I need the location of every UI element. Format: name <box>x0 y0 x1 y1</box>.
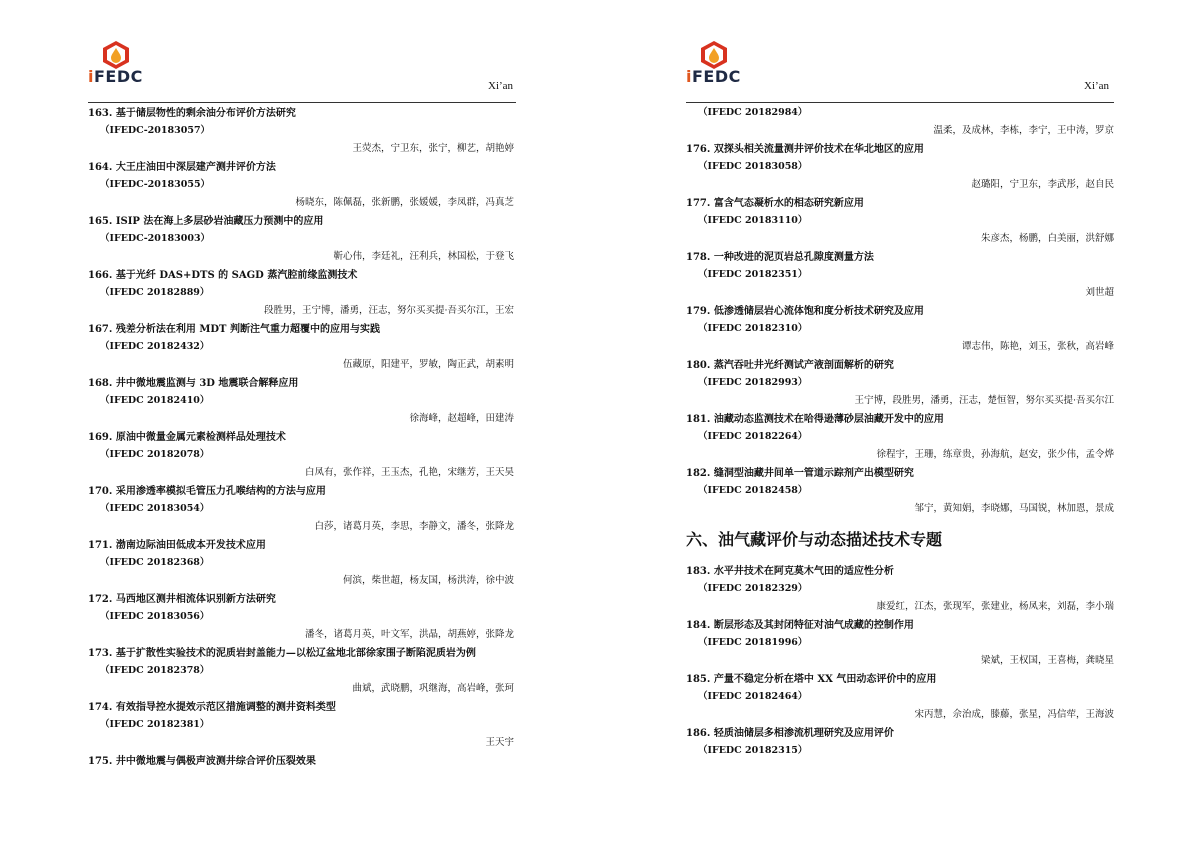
paper-entry <box>88 104 514 158</box>
paper-entry <box>88 374 514 428</box>
header-city: Xi’an <box>1084 80 1110 92</box>
paper-title: 176. 双探头相关流量测井评价技术在华北地区的应用 <box>686 144 924 155</box>
paper-title: 186. 轻质油储层多相渗流机理研究及应用评价 <box>686 728 894 739</box>
paper-entry <box>686 464 1114 518</box>
paper-title: 167. 残差分析法在利用 MDT 判断注气重力超覆中的应用与实践 <box>88 324 380 335</box>
paper-code: （IFEDC 20181996） <box>698 637 808 648</box>
paper-code: （IFEDC 20182264） <box>698 431 808 442</box>
paper-entry <box>686 562 1114 616</box>
paper-code: （IFEDC 20182381） <box>100 719 210 730</box>
paper-code: （IFEDC 20183058） <box>698 161 808 172</box>
paper-authors: 段胜男，王宁博，潘勇，汪志，努尔买买提·吾买尔江，王宏 <box>263 305 514 316</box>
paper-authors: 潘冬，诸葛月英，叶文军，洪晶，胡燕婷，张降龙 <box>304 629 514 640</box>
paper-title: 166. 基于光纤 DAS+DTS 的 SAGD 蒸汽腔前缘监测技术 <box>88 270 358 281</box>
paper-entry <box>88 320 514 374</box>
paper-entry <box>88 158 514 212</box>
header-rule <box>686 102 1114 103</box>
paper-code: （IFEDC 20183054） <box>100 503 210 514</box>
paper-code: （IFEDC 20182984） <box>698 107 808 118</box>
paper-title: 171. 渤南边际油田低成本开发技术应用 <box>88 540 266 551</box>
paper-authors: 伍藏原，阳建平，罗敏，陶正武，胡素明 <box>342 359 514 370</box>
ifedc-logo: iFEDC <box>684 40 744 92</box>
header-rule <box>88 102 516 103</box>
paper-authors: 何滨，柴世超，杨友国，杨洪涛，徐中波 <box>342 575 514 586</box>
paper-title: 185. 产量不稳定分析在塔中 XX 气田动态评价中的应用 <box>686 674 937 685</box>
paper-title: 165. ISIP 法在海上多层砂岩油藏压力预测中的应用 <box>88 216 324 227</box>
paper-authors: 王天宇 <box>485 737 514 748</box>
ifedc-logo: iFEDC <box>86 40 146 92</box>
paper-title: 183. 水平井技术在阿克莫木气田的适应性分析 <box>686 566 894 577</box>
paper-entry <box>88 266 514 320</box>
paper-code: （IFEDC 20182464） <box>698 691 808 702</box>
paper-title: 172. 马西地区测井相流体识别新方法研究 <box>88 594 276 605</box>
paper-title: 178. 一种改进的泥页岩总孔隙度测量方法 <box>686 252 874 263</box>
paper-title: 180. 蒸汽吞吐井光纤测试产液剖面解析的研究 <box>686 360 894 371</box>
paper-entry <box>686 140 1114 194</box>
paper-code: （IFEDC 20182889） <box>100 287 210 298</box>
paper-entry <box>686 302 1114 356</box>
header-city: Xi’an <box>488 80 514 92</box>
paper-entry <box>686 724 1114 760</box>
paper-authors: 朱彦杰，杨鹏，白美丽，洪舒娜 <box>980 233 1114 244</box>
paper-authors: 白莎，诸葛月英，李思，李静文，潘冬，张降龙 <box>314 521 514 532</box>
paper-code: （IFEDC 20182329） <box>698 583 808 594</box>
paper-code: （IFEDC-20183057） <box>100 125 211 136</box>
paper-authors: 徐海峰，赵超峰，田建涛 <box>409 413 514 424</box>
right-content <box>686 104 1114 760</box>
paper-code: （IFEDC-20183003） <box>100 233 211 244</box>
paper-authors: 康爱红，江杰，张现军，张建业，杨凤来，刘磊，李小瑞 <box>876 601 1114 612</box>
left-content <box>88 104 514 770</box>
paper-code: （IFEDC 20182351） <box>698 269 808 280</box>
paper-entry <box>686 356 1114 410</box>
paper-title: 174. 有效指导控水提效示范区措施调整的测井资料类型 <box>88 702 336 713</box>
paper-code: （IFEDC 20182315） <box>698 745 808 756</box>
paper-title: 173. 基于扩散性实验技术的泥质岩封盖能力—以松辽盆地北部徐家围子断陷泥质岩为例 <box>88 648 476 659</box>
paper-authors: 杨晓东，陈佩磊，张新鹏，张媛媛，李凤群，冯真芝 <box>295 197 514 208</box>
paper-authors: 梁斌，王权国，王喜梅，龚晓星 <box>980 655 1114 666</box>
paper-entry <box>686 670 1114 724</box>
paper-code: （IFEDC 20182458） <box>698 485 808 496</box>
paper-title: 169. 原油中微量金属元素检测样品处理技术 <box>88 432 286 443</box>
section-heading: 六、油气藏评价与动态描述技术专题 <box>686 530 943 549</box>
paper-entry <box>88 482 514 536</box>
paper-authors: 靳心伟，李廷礼，汪利兵，林国松，于登飞 <box>333 251 514 262</box>
paper-authors: 宋丙慧，佘治成，滕藤，张星，冯信荦，王海波 <box>914 709 1114 720</box>
paper-authors: 刘世超 <box>1085 287 1114 298</box>
paper-authors: 温柔，及成林，李栋，李宁，王中涛，罗京 <box>933 125 1114 136</box>
paper-authors: 徐程宇，王珊，练章贵，孙海航，赵安，张少伟，孟令烨 <box>876 449 1114 460</box>
paper-title: 182. 缝洞型油藏井间单一管道示踪剂产出模型研究 <box>686 468 914 479</box>
paper-code: （IFEDC 20182432） <box>100 341 210 352</box>
paper-code: （IFEDC 20182368） <box>100 557 210 568</box>
paper-code: （IFEDC 20182378） <box>100 665 210 676</box>
paper-title: 175. 井中微地震与偶极声波测井综合评价压裂效果 <box>88 756 316 767</box>
paper-entry <box>88 590 514 644</box>
paper-code: （IFEDC 20183110） <box>698 215 808 226</box>
paper-entry-continued <box>686 104 1114 140</box>
paper-title: 181. 油藏动态监测技术在哈得逊薄砂层油藏开发中的应用 <box>686 414 944 425</box>
paper-code: （IFEDC 20182993） <box>698 377 808 388</box>
paper-title: 184. 断层形态及其封闭特征对油气成藏的控制作用 <box>686 620 914 631</box>
paper-authors: 赵璐阳，宁卫东，李武彤，赵自民 <box>971 179 1114 190</box>
paper-entry <box>88 698 514 752</box>
paper-title: 177. 富含气态凝析水的相态研究新应用 <box>686 198 864 209</box>
paper-entry <box>88 428 514 482</box>
paper-code: （IFEDC 20183056） <box>100 611 210 622</box>
paper-entry <box>88 644 514 698</box>
paper-entry <box>88 536 514 590</box>
paper-code: （IFEDC-20183055） <box>100 179 211 190</box>
paper-entry <box>686 616 1114 670</box>
paper-authors: 谭志伟，陈艳，刘玉，张秋，高岩峰 <box>961 341 1114 352</box>
paper-title: 179. 低渗透储层岩心流体饱和度分析技术研究及应用 <box>686 306 924 317</box>
paper-authors: 曲斌，武晓鹏，巩继海，高岩峰，张珂 <box>352 683 514 694</box>
paper-authors: 白凤有，张作祥，王玉杰，孔艳，宋继芳，王天昊 <box>304 467 514 478</box>
paper-entry <box>686 194 1114 248</box>
paper-code: （IFEDC 20182410） <box>100 395 210 406</box>
paper-entry <box>88 212 514 266</box>
paper-authors: 王宁博，段胜男，潘勇，汪志，楚恒智，努尔买买提·吾买尔江 <box>854 395 1114 406</box>
paper-entry <box>686 410 1114 464</box>
paper-entry <box>686 248 1114 302</box>
paper-title: 163. 基于储层物性的剩余油分布评价方法研究 <box>88 108 296 119</box>
paper-code: （IFEDC 20182078） <box>100 449 210 460</box>
paper-title: 164. 大王庄油田中深层建产测井评价方法 <box>88 162 276 173</box>
paper-authors: 邹宁，黄知娟，李晓娜，马国锐，林加恩，景成 <box>914 503 1114 514</box>
paper-title: 170. 采用渗透率模拟毛管压力孔喉结构的方法与应用 <box>88 486 326 497</box>
paper-code: （IFEDC 20182310） <box>698 323 808 334</box>
right-page <box>596 0 1192 842</box>
paper-authors: 王荧杰，宁卫东，张宁，柳艺，胡艳婷 <box>352 143 514 154</box>
paper-title: 168. 井中微地震监测与 3D 地震联合解释应用 <box>88 378 299 389</box>
